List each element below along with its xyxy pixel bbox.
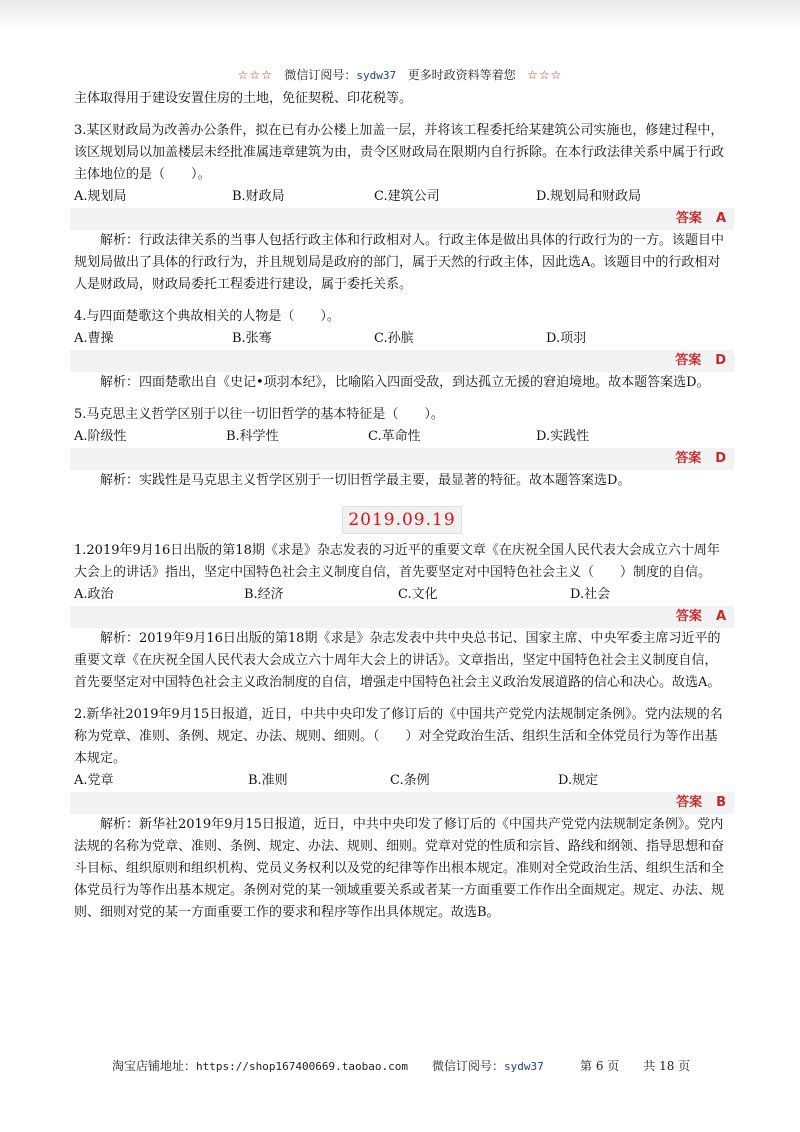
option: C.革命性	[368, 429, 421, 444]
question-text: 3.某区财政局为改善办公条件，拟在已有办公楼上加盖一层，并将该工程委托给某建筑公司实施也，修建过程中，该区规划局以加盖楼层未经批准属违章建筑为由，责令区财政局在限期内自行拆除。在本行政法律关系中属于行政主体地位的是（ ）。	[74, 123, 725, 182]
option: A.阶级性	[74, 429, 127, 444]
answer-bar	[70, 792, 734, 814]
question-block	[74, 404, 730, 492]
shop-info	[112, 1057, 408, 1074]
answer-label: 答案	[675, 451, 702, 466]
wechat-info	[432, 1057, 544, 1074]
option: C.建筑公司	[374, 189, 440, 204]
document-body	[74, 88, 730, 924]
question-text: 4.与四面楚歌这个典故相关的人物是（ ）。	[74, 309, 340, 324]
answer-value: A	[715, 211, 726, 226]
answer-bar	[70, 350, 734, 372]
option: B.准则	[248, 773, 288, 788]
answer-value: D	[715, 451, 726, 466]
header-suffix: 更多时政资料等着您	[407, 68, 516, 82]
answer-label: 答案	[675, 353, 702, 368]
question-block	[74, 540, 730, 694]
question-text: 1.2019年9月16日出版的第18期《求是》杂志发表的习近平的重要文章《在庆祝全国人民代表大会成立六十周年大会上的讲话》指出，坚定中国特色社会主义制度自信，首先要坚定对中国特色社会主义（ ）制度的自信。	[74, 543, 720, 580]
date-heading: 2019.09.19	[342, 506, 462, 534]
question-block	[74, 306, 730, 394]
options-row	[74, 186, 730, 208]
question-block	[74, 120, 730, 296]
question-text: 5.马克思主义哲学区别于以往一切旧哲学的基本特征是（ ）。	[74, 407, 444, 422]
answer-value: A	[715, 609, 726, 624]
header-prefix: 微信订阅号：	[284, 68, 357, 82]
option: B.张骞	[232, 331, 272, 346]
star-decoration-right: ☆☆☆	[527, 68, 563, 82]
options-row	[74, 328, 730, 350]
option: A.政治	[74, 587, 114, 602]
option: B.经济	[244, 587, 284, 602]
options-row	[74, 426, 730, 448]
question-text: 2.新华社2019年9月15日报道，近日，中共中央印发了修订后的《中国共产党党内法规制定条例》。党内法规的名称为党章、准则、条例、规定、办法、规则、细则。（ ）对全党政治生活、组织生活和全体党员行为等作出基本规定。	[74, 707, 723, 766]
question-block	[74, 704, 730, 924]
answer-bar	[70, 448, 734, 470]
explanation-text: 解析：新华社2019年9月15日报道，近日，中共中央印发了修订后的《中国共产党党内法规制定条例》。党内法规的名称为党章、准则、条例、规定、办法、规则、细则。党章对党的性质和宗旨、路线和纲领、指导思想和奋斗目标、组织原则和组织机构、党员义务权利以及党的纪律等作出根本规定。准则对全党政治生活、组织生活和全体党员行为等作出基本规定。条例对党的某一领域重要关系或者某一方面重要工作作出全面规定。规定、办法、规则、细则对党的某一方面重要工作的要求和程序等作出具体规定。故选B。	[74, 817, 725, 920]
explanation-text: 解析：2019年9月16日出版的第18期《求是》杂志发表中共中央总书记、国家主席、中央军委主席习近平的重要文章《在庆祝全国人民代表大会成立六十周年大会上的讲话》。文章指出，坚定中国特色社会主义制度自信，首先要坚定对中国特色社会主义政治制度的自信，增强走中国特色社会主义政治发展道路的信心和决心。故选A。	[74, 631, 721, 690]
answer-label: 答案	[675, 211, 702, 226]
option: B.财政局	[232, 189, 285, 204]
options-row	[74, 584, 730, 606]
page-header	[0, 66, 800, 83]
option: C.条例	[390, 773, 430, 788]
option: C.文化	[398, 587, 438, 602]
options-row	[74, 770, 730, 792]
option: C.孙膑	[374, 331, 414, 346]
shop-label: 淘宝店铺地址：	[112, 1059, 197, 1073]
option: D.规定	[558, 773, 599, 788]
option: D.社会	[570, 587, 611, 602]
wechat-id: sydw37	[504, 1060, 544, 1073]
header-wechat-id: sydw37	[356, 69, 397, 82]
answer-label: 答案	[675, 609, 702, 624]
answer-value: D	[715, 353, 726, 368]
answer-bar	[70, 208, 734, 230]
answer-value: B	[716, 795, 726, 810]
option: D.实践性	[536, 429, 590, 444]
option: A.曹操	[74, 331, 114, 346]
explanation-text: 解析：实践性是马克思主义哲学区别于一切旧哲学最主要，最显著的特征。故本题答案选D。	[100, 473, 631, 488]
answer-label: 答案	[676, 795, 703, 810]
page-number: 第 6 页 共 18 页	[580, 1059, 691, 1073]
explanation-text: 解析：行政法律关系的当事人包括行政主体和行政相对人。行政主体是做出具体的行政行为的一方。该题目中规划局做出了具体的行政行为，并且规划局是政府的部门，属于天然的行政主体，因此选A。该题目中的行政相对人是财政局，财政局委托工程委进行建设，属于委托关系。	[74, 233, 725, 292]
shop-url-link[interactable]: https://shop167400669.taobao.com	[196, 1060, 408, 1073]
star-decoration-left: ☆☆☆	[237, 68, 273, 82]
option: D.项羽	[546, 331, 587, 346]
answer-bar	[70, 606, 734, 628]
explanation-text: 解析：四面楚歌出自《史记•项羽本纪》，比喻陷入四面受敌，到达孤立无援的窘迫境地。故本题答案选D。	[100, 375, 710, 390]
intro-line: 主体取得用于建设安置住房的土地，免征契税、印花税等。	[74, 91, 413, 106]
option: B.科学性	[226, 429, 279, 444]
wechat-label: 微信订阅号：	[432, 1059, 505, 1073]
option: A.规划局	[74, 189, 127, 204]
option: A.党章	[74, 773, 114, 788]
option: D.规划局和财政局	[536, 189, 642, 204]
top-gradient-bar	[0, 0, 800, 30]
